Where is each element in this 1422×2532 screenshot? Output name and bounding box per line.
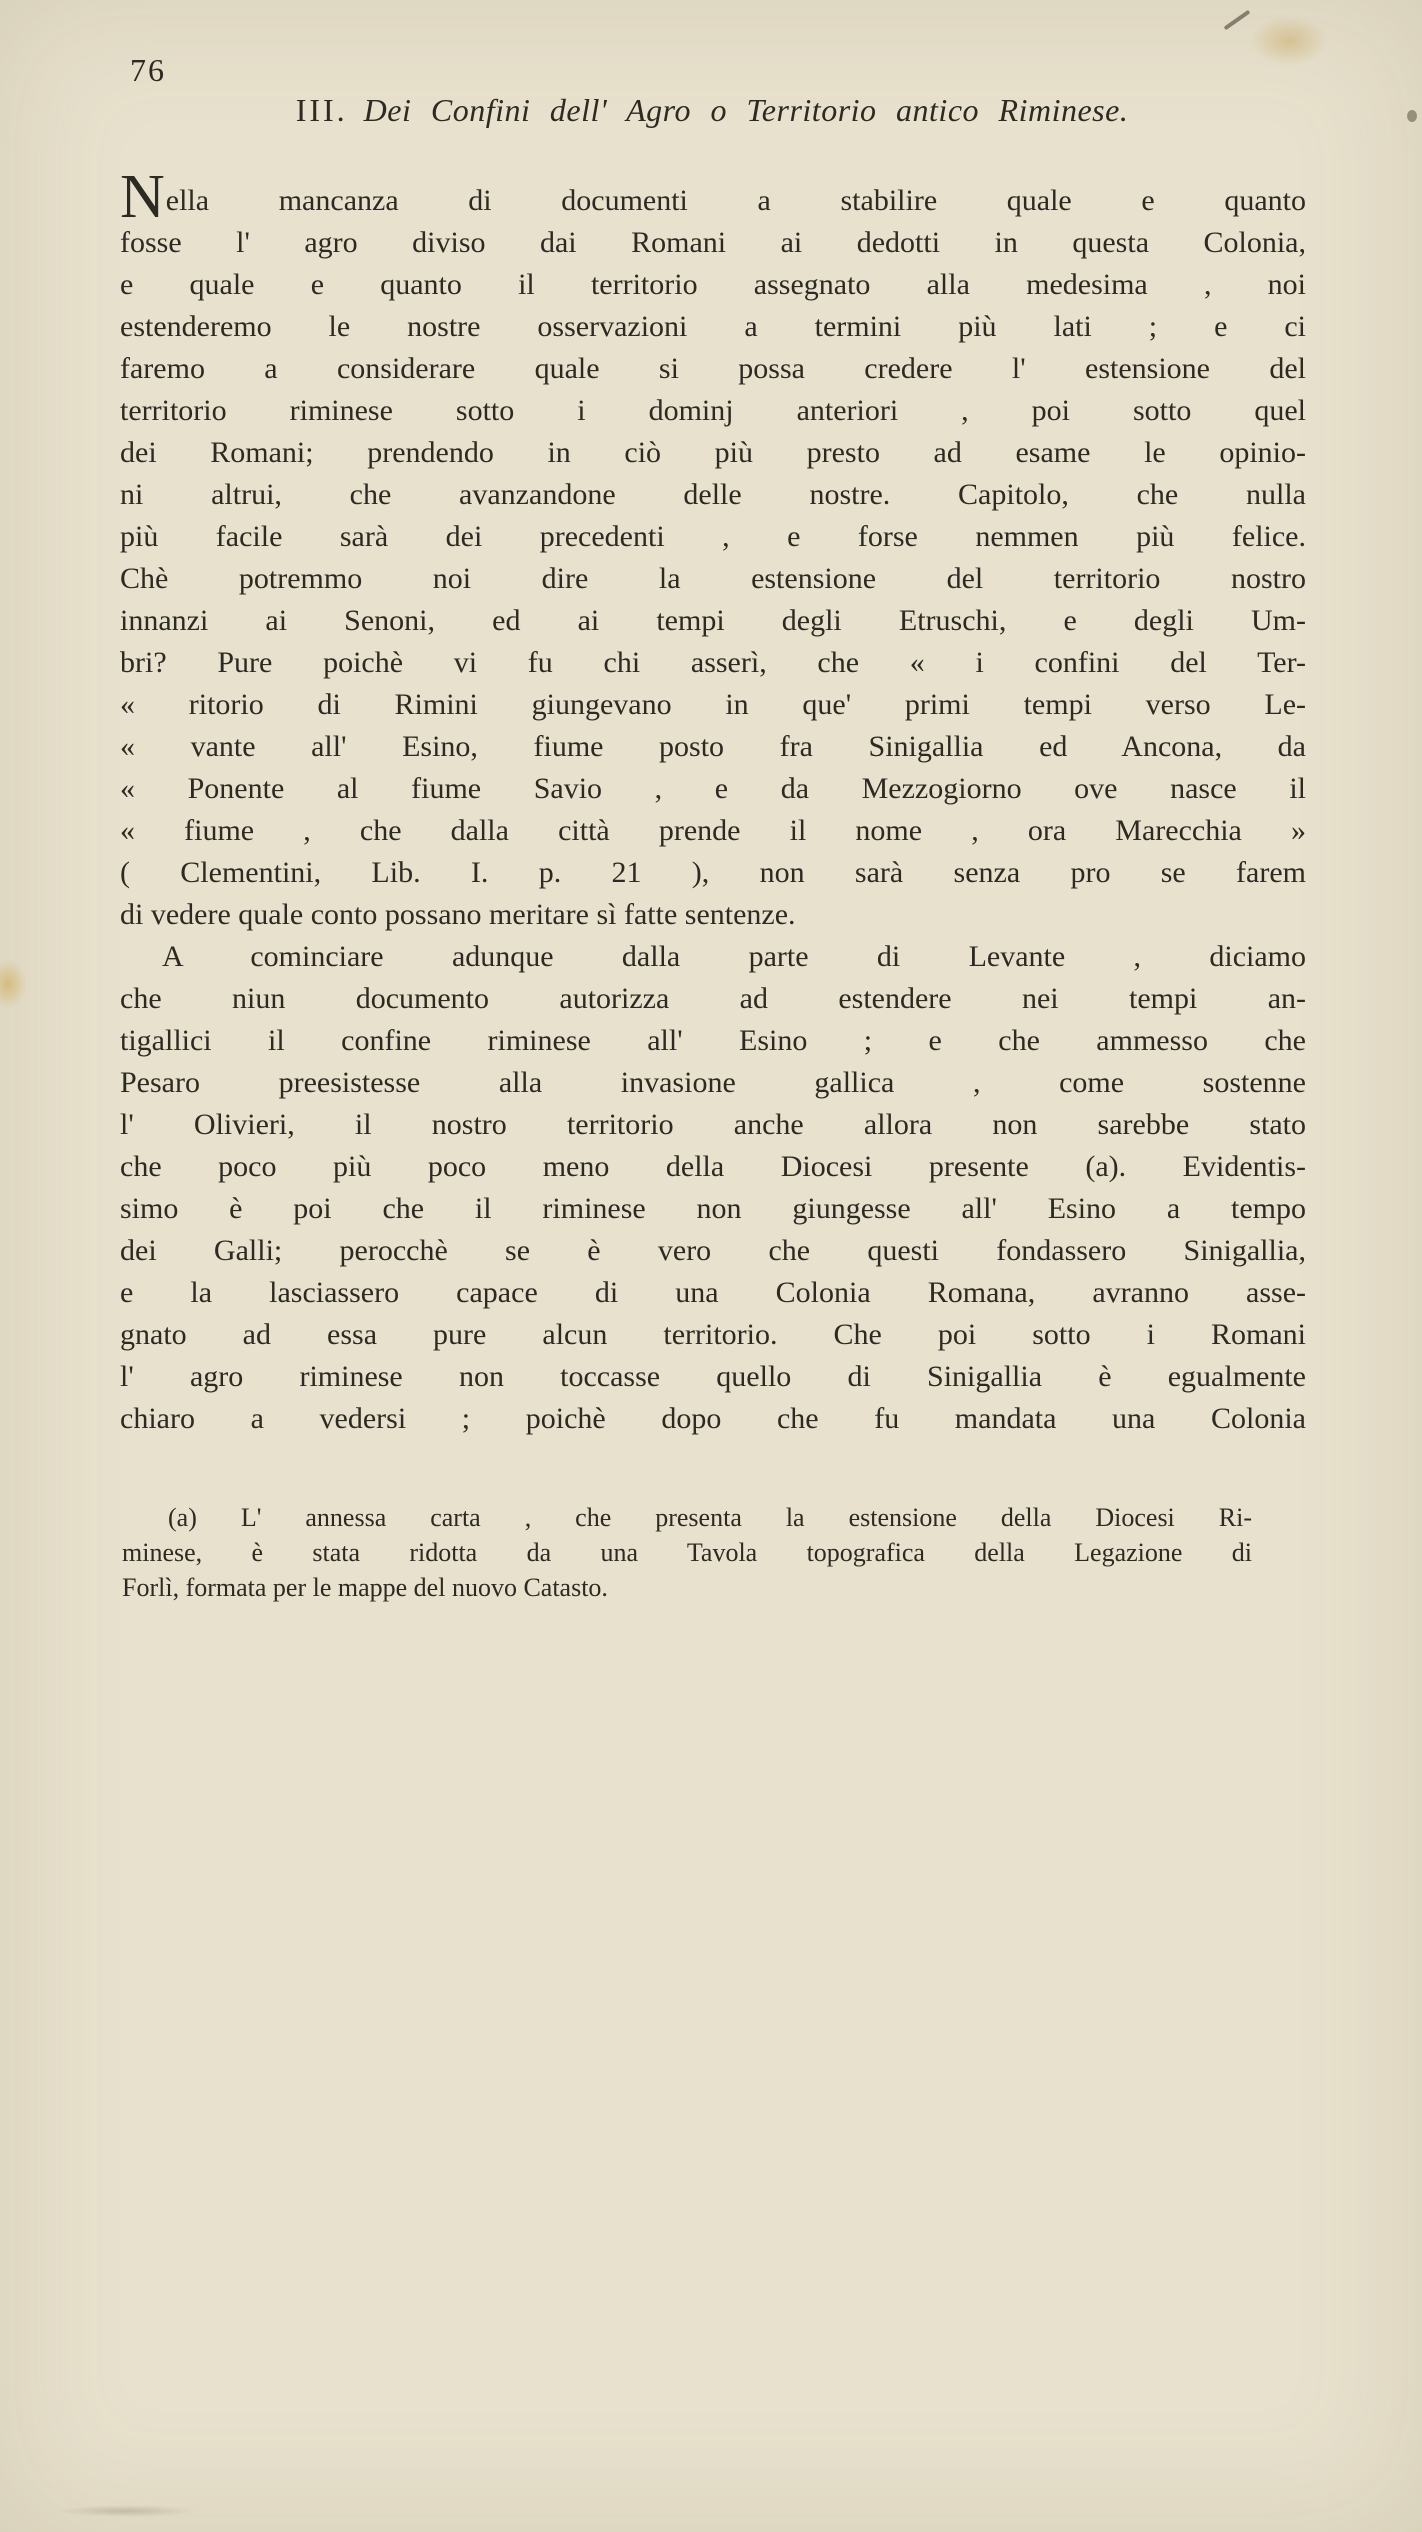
body-first-line bbox=[120, 163, 1306, 231]
text-line: e la lasciassero capace di una Colonia Romana, avranno asse- bbox=[120, 1276, 1306, 1309]
footnote bbox=[122, 1500, 1252, 1605]
text-line: e quale e quanto il territorio assegnato alla medesima , noi bbox=[120, 268, 1306, 301]
text-line: dei Galli; perocchè se è vero che questi fondassero Sinigallia, bbox=[120, 1234, 1306, 1267]
body-text bbox=[120, 163, 1306, 1440]
footnote-line: minese, è stata ridotta da una Tavola topografica della Legazione di bbox=[122, 1538, 1252, 1567]
text-line: dei Romani; prendendo in ciò più presto ad esame le opinio- bbox=[120, 436, 1306, 469]
text-line: fosse l' agro diviso dai Romani ai dedotti in questa Colonia, bbox=[120, 226, 1306, 259]
text-line: simo è poi che il riminese non giungesse all' Esino a tempo bbox=[120, 1192, 1306, 1225]
scan-artifact-slash bbox=[1224, 10, 1251, 30]
first-line-text: ella mancanza di documenti a stabilire quale e quanto bbox=[165, 184, 1306, 217]
text-line: « Ponente al fiume Savio , e da Mezzogiorno ove nasce il bbox=[120, 772, 1306, 805]
scan-stain-top-right bbox=[1250, 16, 1328, 66]
text-line: territorio riminese sotto i dominj anteriori , poi sotto quel bbox=[120, 394, 1306, 427]
text-line: che niun documento autorizza ad estendere nei tempi an- bbox=[120, 982, 1306, 1015]
text-line: l' agro riminese non toccasse quello di Sinigallia è egualmente bbox=[120, 1360, 1306, 1393]
section-heading bbox=[118, 92, 1306, 129]
paragraph-1 bbox=[120, 222, 1306, 936]
text-line: « fiume , che dalla città prende il nome , ora Marecchia » bbox=[120, 814, 1306, 847]
text-line: l' Olivieri, il nostro territorio anche allora non sarebbe stato bbox=[120, 1108, 1306, 1141]
text-line: Chè potremmo noi dire la estensione del territorio nostro bbox=[120, 562, 1306, 595]
footnote-line: Forlì, formata per le mappe del nuovo Catasto. bbox=[122, 1573, 608, 1602]
text-line: gnato ad essa pure alcun territorio. Che poi sotto i Romani bbox=[120, 1318, 1306, 1351]
text-line: faremo a considerare quale si possa credere l' estensione del bbox=[120, 352, 1306, 385]
text-line: « ritorio di Rimini giungevano in que' primi tempi verso Le- bbox=[120, 688, 1306, 721]
text-line: A cominciare adunque dalla parte di Levante , diciamo bbox=[162, 940, 1306, 973]
text-line: bri? Pure poichè vi fu chi asserì, che « i confini del Ter- bbox=[120, 646, 1306, 679]
text-line: di vedere quale conto possano meritare sì fatte sentenze. bbox=[120, 898, 796, 931]
scan-speck-right-edge bbox=[1407, 110, 1417, 122]
paragraph-2 bbox=[120, 936, 1306, 1440]
text-line: « vante all' Esino, fiume posto fra Sinigallia ed Ancona, da bbox=[120, 730, 1306, 763]
text-line: ( Clementini, Lib. I. p. 21 ), non sarà senza pro se farem bbox=[120, 856, 1306, 889]
section-number: III. bbox=[295, 92, 348, 128]
section-title: Dei Confini dell' Agro o Territorio antico Riminese. bbox=[363, 92, 1129, 128]
page-number: 76 bbox=[130, 52, 166, 88]
text-line: ni altrui, che avanzandone delle nostre. Capitolo, che nulla bbox=[120, 478, 1306, 511]
footnote-line: (a) L' annessa carta , che presenta la estensione della Diocesi Ri- bbox=[168, 1503, 1252, 1532]
text-line: tigallici il confine riminese all' Esino ; e che ammesso che bbox=[120, 1024, 1306, 1057]
text-line: chiaro a vedersi ; poichè dopo che fu mandata una Colonia bbox=[120, 1402, 1306, 1435]
drop-cap: N bbox=[120, 163, 166, 231]
scan-stain-left-edge bbox=[0, 960, 26, 1008]
text-line: estenderemo le nostre osservazioni a termini più lati ; e ci bbox=[120, 310, 1306, 343]
scan-smudge-bottom-left bbox=[56, 2505, 196, 2517]
text-line: innanzi ai Senoni, ed ai tempi degli Etruschi, e degli Um- bbox=[120, 604, 1306, 637]
text-line: più facile sarà dei precedenti , e forse nemmen più felice. bbox=[120, 520, 1306, 553]
text-line: che poco più poco meno della Diocesi presente (a). Evidentis- bbox=[120, 1150, 1306, 1183]
text-line: Pesaro preesistesse alla invasione gallica , come sostenne bbox=[120, 1066, 1306, 1099]
